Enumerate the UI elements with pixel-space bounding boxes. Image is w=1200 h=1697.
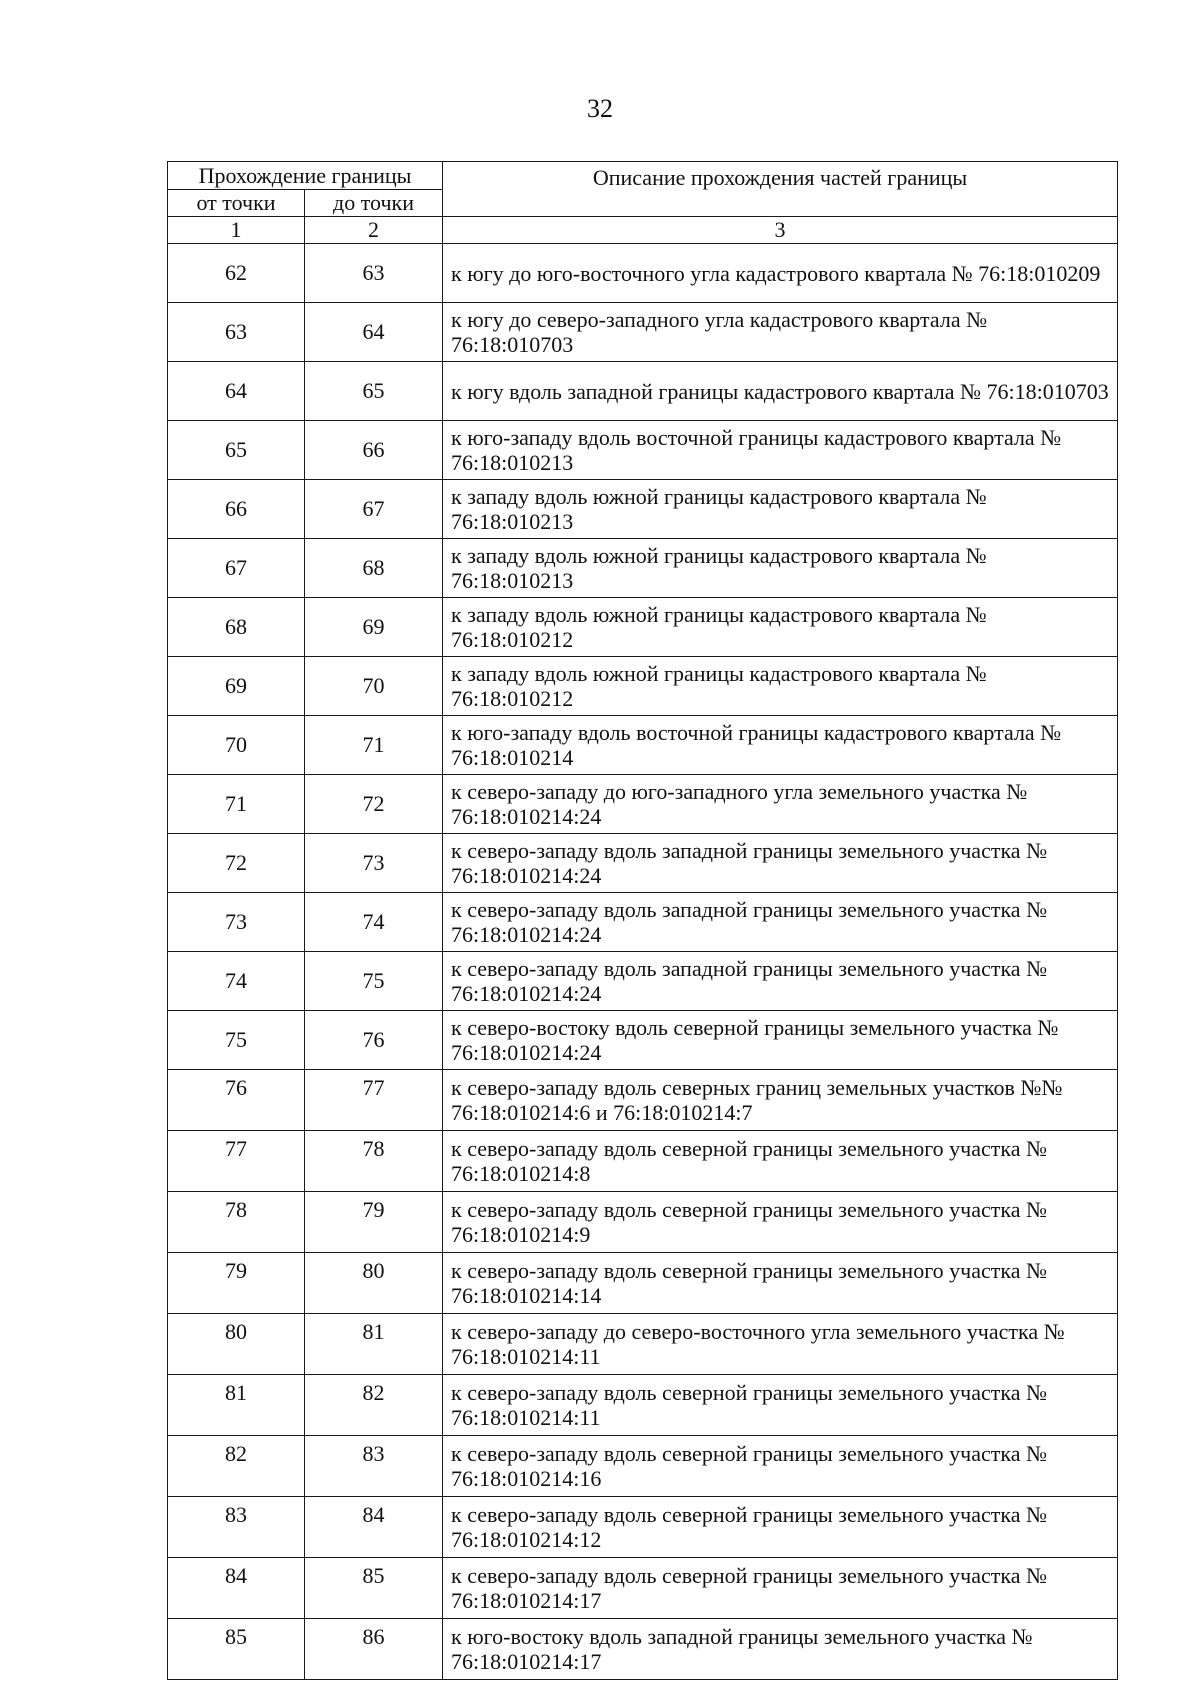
cell-to-point: 82 [305,1375,443,1436]
cell-from-point: 81 [168,1375,305,1436]
cell-to-point: 78 [305,1131,443,1192]
cell-to-point: 72 [305,775,443,834]
header-boundary-passage: Прохождение границы [168,162,443,190]
cell-to-point: 64 [305,303,443,362]
cell-from-point: 67 [168,539,305,598]
cell-to-point: 73 [305,834,443,893]
table-row [168,244,1118,303]
cell-from-point: 78 [168,1192,305,1253]
cell-description: к северо-востоку вдоль северной границы земельного участка № 76:18:010214:24 [443,1011,1118,1070]
table-row [168,657,1118,716]
cell-from-point: 72 [168,834,305,893]
table-row [168,362,1118,421]
cell-description: к северо-западу вдоль западной границы земельного участка № 76:18:010214:24 [443,952,1118,1011]
cell-to-point: 77 [305,1070,443,1131]
column-number-1: 1 [168,217,305,244]
cell-to-point: 71 [305,716,443,775]
table-row [168,1497,1118,1558]
cell-from-point: 64 [168,362,305,421]
cell-description: к юго-востоку вдоль западной границы земельного участка № 76:18:010214:17 [443,1619,1118,1680]
table-row [168,421,1118,480]
table-row [168,1558,1118,1619]
cell-description: к югу до северо-западного угла кадастрового квартала № 76:18:010703 [443,303,1118,362]
table-body [168,244,1118,1680]
cell-from-point: 77 [168,1131,305,1192]
table-row [168,1436,1118,1497]
table-row [168,893,1118,952]
table-row [168,1131,1118,1192]
cell-to-point: 68 [305,539,443,598]
cell-to-point: 85 [305,1558,443,1619]
cell-from-point: 71 [168,775,305,834]
cell-description: к юго-западу вдоль восточной границы кадастрового квартала № 76:18:010214 [443,716,1118,775]
table-row [168,1070,1118,1131]
table-row [168,303,1118,362]
cell-from-point: 82 [168,1436,305,1497]
cell-to-point: 66 [305,421,443,480]
cell-to-point: 86 [305,1619,443,1680]
boundary-table [167,161,1118,1680]
cell-from-point: 70 [168,716,305,775]
cell-description: к северо-западу вдоль северной границы земельного участка № 76:18:010214:8 [443,1131,1118,1192]
cell-description: к северо-западу до юго-западного угла земельного участка № 76:18:010214:24 [443,775,1118,834]
cell-description: к юго-западу вдоль восточной границы кадастрового квартала № 76:18:010213 [443,421,1118,480]
cell-description: к северо-западу вдоль западной границы земельного участка № 76:18:010214:24 [443,893,1118,952]
cell-description: к северо-западу вдоль северной границы земельного участка № 76:18:010214:16 [443,1436,1118,1497]
cell-from-point: 85 [168,1619,305,1680]
cell-from-point: 84 [168,1558,305,1619]
column-number-2: 2 [305,217,443,244]
table-row [168,1619,1118,1680]
cell-description: к северо-западу вдоль западной границы земельного участка № 76:18:010214:24 [443,834,1118,893]
cell-from-point: 62 [168,244,305,303]
table-header [168,162,1118,244]
cell-to-point: 80 [305,1253,443,1314]
cell-from-point: 66 [168,480,305,539]
header-to-point: до точки [305,190,443,217]
cell-from-point: 69 [168,657,305,716]
cell-to-point: 79 [305,1192,443,1253]
cell-from-point: 73 [168,893,305,952]
cell-to-point: 74 [305,893,443,952]
cell-from-point: 74 [168,952,305,1011]
table-row [168,775,1118,834]
table-row [168,1011,1118,1070]
page-number: 32 [587,94,613,123]
table-row [168,1192,1118,1253]
table-row [168,1314,1118,1375]
cell-to-point: 67 [305,480,443,539]
cell-from-point: 75 [168,1011,305,1070]
cell-to-point: 70 [305,657,443,716]
cell-description: к югу вдоль западной границы кадастрового квартала № 76:18:010703 [443,362,1118,421]
table-row [168,952,1118,1011]
cell-description: к северо-западу вдоль северной границы земельного участка № 76:18:010214:9 [443,1192,1118,1253]
cell-from-point: 79 [168,1253,305,1314]
table-row [168,539,1118,598]
table-row [168,1375,1118,1436]
column-number-3: 3 [443,217,1118,244]
cell-from-point: 68 [168,598,305,657]
table-row [168,834,1118,893]
cell-from-point: 63 [168,303,305,362]
cell-to-point: 81 [305,1314,443,1375]
table-row [168,598,1118,657]
cell-from-point: 83 [168,1497,305,1558]
cell-description: к северо-западу вдоль северной границы земельного участка № 76:18:010214:17 [443,1558,1118,1619]
cell-to-point: 69 [305,598,443,657]
cell-from-point: 65 [168,421,305,480]
cell-to-point: 84 [305,1497,443,1558]
cell-to-point: 83 [305,1436,443,1497]
header-description: Описание прохождения частей границы [443,162,1118,217]
cell-description: к западу вдоль южной границы кадастрового квартала № 76:18:010213 [443,480,1118,539]
cell-description: к северо-западу вдоль северной границы земельного участка № 76:18:010214:11 [443,1375,1118,1436]
cell-from-point: 80 [168,1314,305,1375]
cell-description: к северо-западу вдоль северных границ земельных участков №№ 76:18:010214:6 и 76:18:010214:7 [443,1070,1118,1131]
cell-description: к северо-западу вдоль северной границы земельного участка № 76:18:010214:12 [443,1497,1118,1558]
cell-description: к западу вдоль южной границы кадастрового квартала № 76:18:010212 [443,598,1118,657]
cell-to-point: 76 [305,1011,443,1070]
cell-description: к северо-западу вдоль северной границы земельного участка № 76:18:010214:14 [443,1253,1118,1314]
cell-to-point: 75 [305,952,443,1011]
table-row [168,1253,1118,1314]
table-row [168,480,1118,539]
table-row [168,716,1118,775]
cell-to-point: 65 [305,362,443,421]
cell-from-point: 76 [168,1070,305,1131]
cell-description: к западу вдоль южной границы кадастрового квартала № 76:18:010213 [443,539,1118,598]
cell-description: к югу до юго-восточного угла кадастрового квартала № 76:18:010209 [443,244,1118,303]
cell-description: к северо-западу до северо-восточного угла земельного участка № 76:18:010214:11 [443,1314,1118,1375]
header-from-point: от точки [168,190,305,217]
cell-to-point: 63 [305,244,443,303]
cell-description: к западу вдоль южной границы кадастрового квартала № 76:18:010212 [443,657,1118,716]
